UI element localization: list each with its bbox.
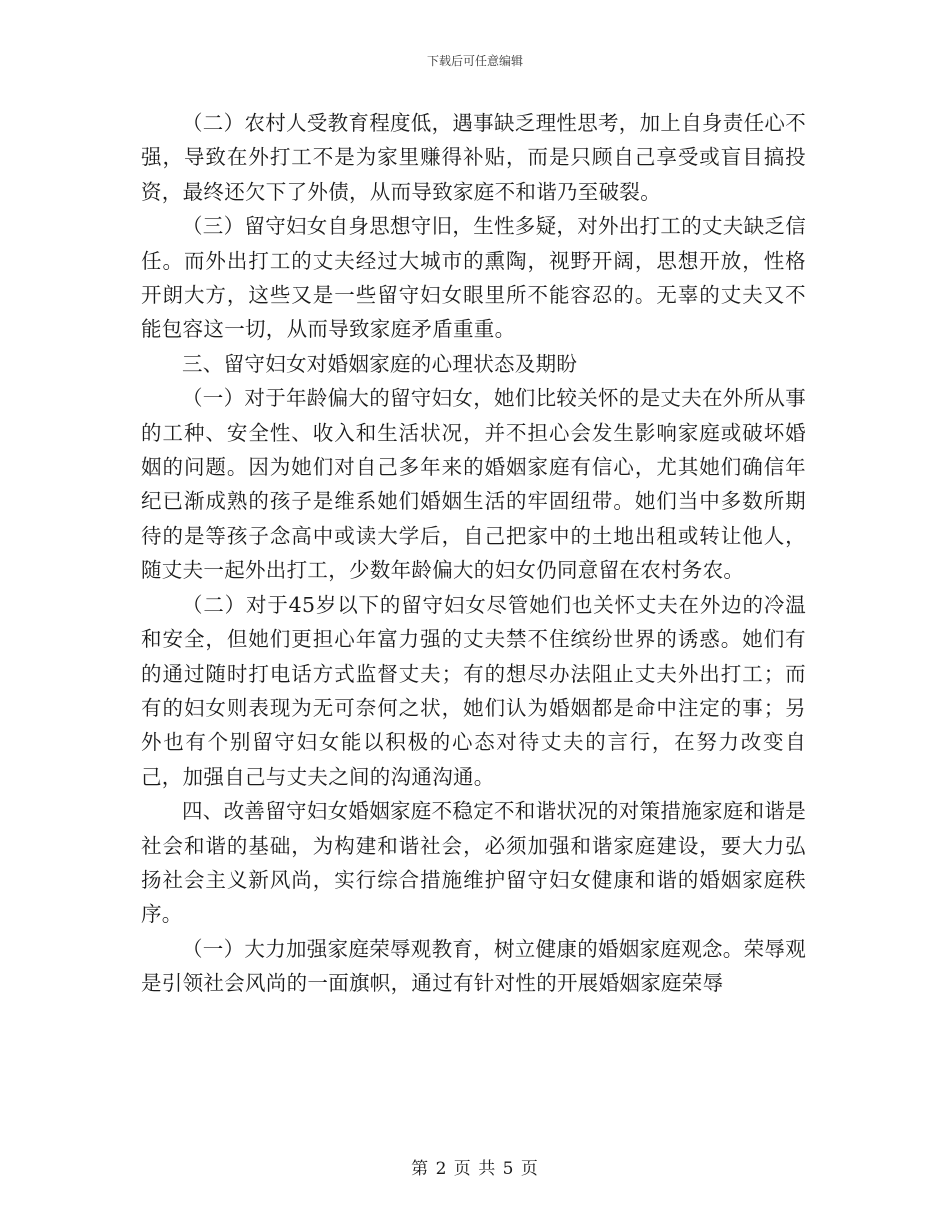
paragraph: （一）对于年龄偏大的留守妇女，她们比较关怀的是丈夫在外所从事的工种、安全性、收入和生活状况，并不担心会发生影响家庭或破坏婚姻的问题。因为她们对自己多年来的婚姻家庭有信心，尤其她们确信年纪已渐成熟的孩子是维系她们婚姻生活的牢固纽带。她们当中多数所期待的是等孩子念高中或读大学后，自己把家中的土地出租或转让他人，随丈夫一起外出打工，少数年龄偏大的妇女仍同意留在农村务农。	[141, 386, 806, 583]
page-header-note: 下载后可任意编辑	[426, 54, 523, 68]
paragraph: （一）大力加强家庭荣辱观教育，树立健康的婚姻家庭观念。荣辱观是引领社会风尚的一面旗帜，通过有针对性的开展婚姻家庭荣辱	[141, 936, 806, 996]
section-heading: 四、改善留守妇女婚姻家庭不稳定不和谐状况的对策措施家庭和谐是社会和谐的基础，为构建和谐社会，必须加强和谐家庭建设，要大力弘扬社会主义新风尚，实行综合措施维护留守妇女健康和谐的婚姻家庭秩序。	[141, 799, 806, 927]
page-number: 第 2 页 共 5 页	[411, 1159, 539, 1179]
paragraph: （三）留守妇女自身思想守旧，生性多疑，对外出打工的丈夫缺乏信任。而外出打工的丈夫经过大城市的熏陶，视野开阔，思想开放，性格开朗大方，这些又是一些留守妇女眼里所不能容忍的。无辜的丈夫又不能包容这一切，从而导致家庭矛盾重重。	[141, 214, 806, 342]
section-heading: 三、留守妇女对婚姻家庭的心理状态及期盼	[182, 351, 578, 376]
paragraph: （二）农村人受教育程度低，遇事缺乏理性思考，加上自身责任心不强，导致在外打工不是为家里赚得补贴，而是只顾自己享受或盲目搞投资，最终还欠下了外债，从而导致家庭不和谐乃至破裂。	[141, 111, 806, 204]
paragraph: （二）对于45岁以下的留守妇女尽管她们也关怀丈夫在外边的冷温和安全，但她们更担心年富力强的丈夫禁不住缤纷世界的诱惑。她们有的通过随时打电话方式监督丈夫；有的想尽办法阻止丈夫外出打工；而有的妇女则表现为无可奈何之状，她们认为婚姻都是命中注定的事；另外也有个别留守妇女能以积极的心态对待丈夫的言行，在努力改变自己，加强自己与丈夫之间的沟通沟通。	[141, 592, 806, 789]
document-body	[141, 106, 806, 1001]
